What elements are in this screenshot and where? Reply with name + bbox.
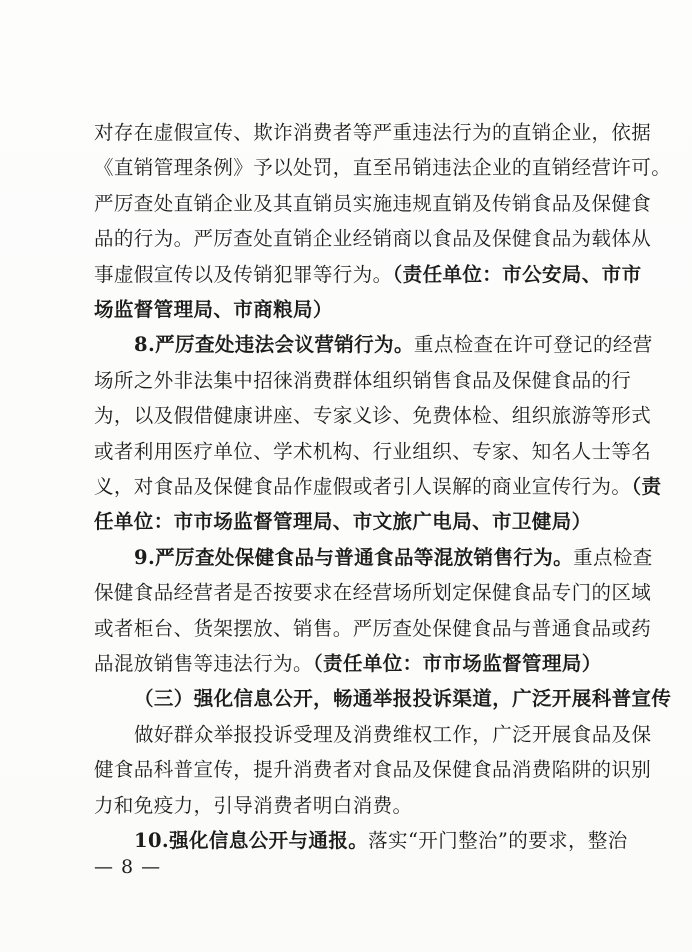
text-line: 健食品科普宣传，提升消费者对食品及保健食品消费陷阱的识别 bbox=[94, 758, 652, 781]
text-line: 或者柜台、货架摆放、销售。严厉查处保健食品与普通食品或药 bbox=[94, 617, 652, 640]
item-heading: 9.严厉查处保健食品与普通食品等混放销售行为。重点检查 bbox=[134, 546, 653, 569]
item-title: 10.强化信息公开与通报。 bbox=[134, 829, 369, 852]
item-heading bbox=[134, 828, 628, 854]
section-heading: （三）强化信息公开，畅通举报投诉渠道，广泛开展科普宣传 bbox=[134, 687, 672, 710]
item-title: 9.严厉查处保健食品与普通食品等混放销售行为。 bbox=[134, 546, 574, 569]
item-text: 落实“开门整治”的要求，整治 bbox=[368, 829, 628, 852]
text-line: 严厉查处直销企业及其直销员实施违规直销及传销食品及保健食 bbox=[94, 192, 652, 215]
text-line: 品混放销售等违法行为。（责任单位：市市场监督管理局） bbox=[94, 652, 602, 675]
responsibility-unit: （责 bbox=[631, 475, 662, 498]
item-title: 8.严厉查处违法会议营销行为。 bbox=[134, 333, 414, 356]
text-line: 对存在虚假宣传、欺诈消费者等严重违法行为的直销企业，依据 bbox=[94, 121, 652, 144]
text-line: 为，以及假借健康讲座、专家义诊、免费体检、组织旅游等形式 bbox=[94, 404, 652, 427]
responsibility-unit: （责任单位：市市场监督管理局） bbox=[312, 652, 602, 675]
responsibility-unit: （责任单位：市公安局、市市 bbox=[392, 263, 642, 286]
item-heading: 8.严厉查处违法会议营销行为。重点检查在许可登记的经营 bbox=[134, 333, 653, 356]
text-line: 品的行为。严厉查处直销企业经销商以食品及保健食品为载体从 bbox=[94, 227, 652, 250]
responsibility-unit: 场监督管理局、市商粮局） bbox=[94, 298, 333, 321]
responsibility-unit: 任单位：市市场监督管理局、市文旅广电局、市卫健局） bbox=[94, 510, 592, 533]
text-line: 事虚假宣传以及传销犯罪等行为。（责任单位：市公安局、市市 bbox=[94, 263, 642, 286]
text-line: 或者利用医疗单位、学术机构、行业组织、专家、知名人士等名 bbox=[94, 440, 652, 463]
text-line: 义，对食品及保健食品作虚假或者引人误解的商业宣传行为。（责 bbox=[94, 475, 662, 498]
text-line: 保健食品经营者是否按要求在经营场所划定保健食品专门的区域 bbox=[94, 581, 652, 604]
text-line: 做好群众举报投诉受理及消费维权工作，广泛开展食品及保 bbox=[134, 723, 652, 746]
text-line: 场所之外非法集中招徕消费群体组织销售食品及保健食品的行 bbox=[94, 369, 632, 392]
text-line: 《直销管理条例》予以处罚，直至吊销违法企业的直销经营许可。 bbox=[94, 156, 672, 179]
text-line: 力和免疫力，引导消费者明白消费。 bbox=[94, 794, 413, 817]
page-number: — 8 — bbox=[94, 856, 162, 878]
